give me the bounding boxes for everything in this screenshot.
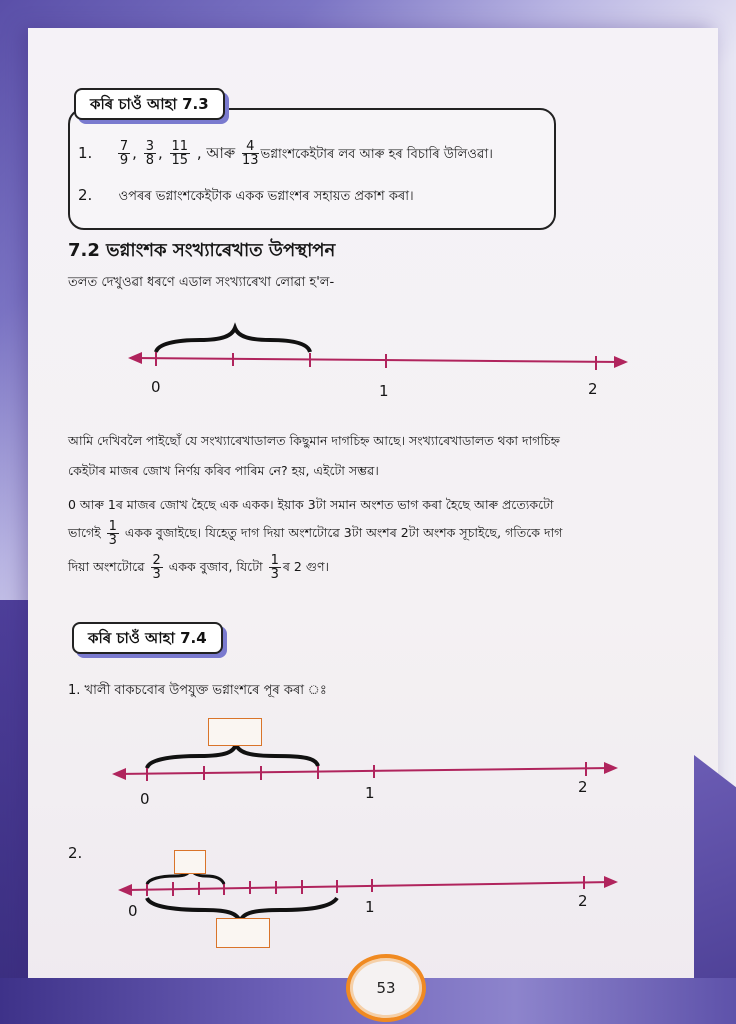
page-number: 53 [346,954,426,1022]
paragraph-line: আমি দেখিবলৈ পাইছোঁ যে সংখ্যাৰেখাডালত কিছুমান দাগচিহ্ন আছে। সংখ্যাৰেখাডালত থকা দাগচিহ্ন [68,433,560,448]
fraction: $\frac{1}{3}$ [108,519,117,548]
tick-label-2: 2 [578,892,588,910]
paragraph-line: ভাগেই $\frac{1}{3}$ একক বুজাইছে। যিহেতু দাগ দিয়া অংশটোৱে 3টা অংশৰ 2টা অংশক সূচাইছে, গতিকে দাগ [68,519,563,548]
paragraph-line: কেইটাৰ মাজৰ জোখ নিৰ্ণয় কৰিব পাৰিম নে? হয়, এইটো সম্ভৱ। [68,463,379,478]
tick-label-0: 0 [128,902,138,920]
tick-label-2: 2 [578,778,588,796]
question-1: 1. খালী বাকচবোৰ উপযুক্ত ভগ্নাংশৰে পূৰ কৰা ঃ [68,683,327,698]
fraction: $\frac{1}{3}$ [270,553,279,582]
brace [156,328,310,352]
answer-box-2-top[interactable] [174,850,206,874]
fraction: $\frac{4}{13}$ [241,139,259,168]
exercise-7-3-tag: কৰি চাওঁ আহা 7.3 [74,88,225,120]
tick-label-1: 1 [365,784,375,802]
text: ভগ্নাংশকেইটাৰ লব আৰু হৰ বিচাৰি উলিওৱা। [260,147,493,162]
tick-label-1: 1 [379,382,389,400]
answer-box-2-bottom[interactable] [216,918,270,948]
fraction: $\frac{2}{3}$ [152,553,161,582]
paragraph-line: দিয়া অংশটোৱে $\frac{2}{3}$ একক বুজাব, যিটো $\frac{1}{3}$ ৰ 2 গুণ। [68,553,329,582]
brace [147,744,318,768]
tick-label-2: 2 [588,380,598,398]
fraction: $\frac{7}{9}$ [119,139,129,168]
answer-box-1[interactable] [208,718,262,746]
tick-label-0: 0 [151,378,161,396]
text: , আৰু [196,144,236,162]
item-number: 1. [78,144,93,162]
number-line-1 [128,328,628,370]
fraction: $\frac{11}{15}$ [171,139,189,168]
section-heading: 7.2 ভগ্নাংশক সংখ্যাৰেখাত উপস্থাপন [68,240,336,261]
fraction: $\frac{3}{8}$ [145,139,154,168]
number-line-2 [112,744,618,781]
text: ওপৰৰ ভগ্নাংশকেইটাক একক ভগ্নাংশৰ সহায়ত প্ৰকাশ কৰা। [118,189,414,204]
tick-label-0: 0 [140,790,150,808]
exercise-7-4-tag: কৰি চাওঁ আহা 7.4 [72,622,223,654]
paragraph-line: 0 আৰু 1ৰ মাজৰ জোখ হৈছে এক একক। ইয়াক 3টা সমান অংশত ভাগ কৰা হৈছে আৰু প্ৰত্যেকটো [68,497,554,512]
item-number: 2. [78,186,93,204]
question-2: 2. [68,844,83,862]
exercise-7-3-item-1: 1. $\frac{7}{9}$ , $\frac{3}{8}$ , $\frac{11}{15}$ , আৰু $\frac{4}{13}$ ভগ্নাংশকেইটাৰ লব আৰু হৰ বিচাৰি উলিওৱা। [78,139,493,168]
tick-label-1: 1 [365,898,375,916]
intro-text: তলত দেখুওৱা ধৰণে এডাল সংখ্যাৰেখা লোৱা হ'ল- [68,275,335,290]
